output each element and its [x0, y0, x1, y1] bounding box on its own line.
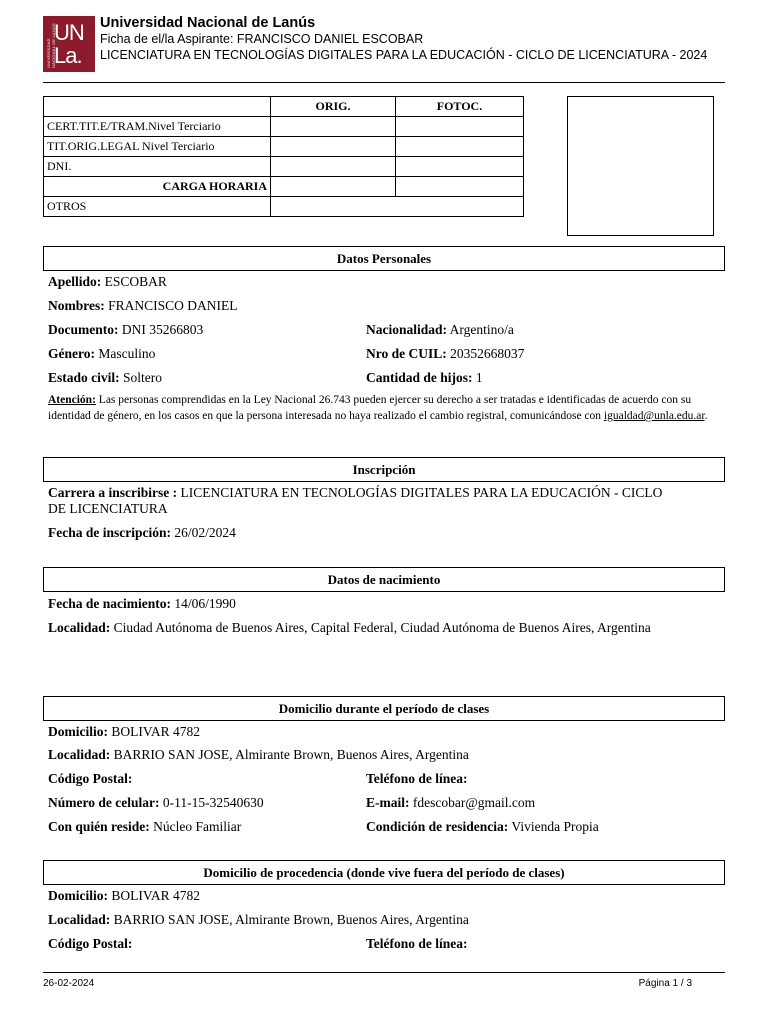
estado-civil-row: Estado civil: Soltero — [48, 370, 163, 385]
table-header — [44, 97, 271, 117]
table-cell: DNI. — [44, 157, 271, 177]
table-row — [44, 137, 524, 157]
equality-email-link[interactable]: igualdad@unla.edu.ar — [603, 410, 705, 422]
codigo-postal-row: Código Postal: — [48, 936, 133, 951]
documents-table — [43, 96, 524, 217]
nombres-row: Nombres: FRANCISCO DANIEL — [48, 298, 238, 313]
section-title-personal: Datos Personales — [43, 246, 725, 271]
genero-row: Género: Masculino — [48, 346, 156, 361]
localidad-nacimiento-row: Localidad: Ciudad Autónoma de Buenos Aires, Capital Federal, Ciudad Autónoma de Buenos Aires, Argentina — [48, 620, 651, 635]
table-cell: CERT.TIT.E/TRAM.Nivel Terciario — [44, 117, 271, 137]
table-row — [44, 177, 524, 197]
university-name: Universidad Nacional de Lanús — [100, 15, 316, 31]
career-line: LICENCIATURA EN TECNOLOGÍAS DIGITALES PARA LA EDUCACIÓN - CICLO DE LICENCIATURA - 2024 — [100, 47, 708, 62]
section-title-domicilio-procedencia: Domicilio de procedencia (donde vive fuera del período de clases) — [43, 860, 725, 885]
university-logo — [43, 16, 95, 72]
condicion-row: Condición de residencia: Vivienda Propia — [366, 819, 599, 834]
fecha-inscripcion-row: Fecha de inscripción: 26/02/2024 — [48, 525, 236, 540]
section-title-inscripcion: Inscripción — [43, 457, 725, 482]
gender-identity-note: Atención: Las personas comprendidas en la Ley Nacional 26.743 pueden ejercer su derecho a ser tratadas e identificadas de acuerdo con su identidad de género, en los casos en que la persona interesada no haya realizado el cambio registral, comunicándose con igualdad@unla.edu.ar. — [48, 394, 708, 422]
hijos-row: Cantidad de hijos: 1 — [366, 370, 483, 385]
table-header: FOTOC. — [396, 97, 524, 117]
header-divider — [43, 82, 725, 83]
applicant-line: Ficha de el/la Aspirante: FRANCISCO DANIEL ESCOBAR — [100, 32, 424, 46]
table-cell: OTROS — [44, 197, 271, 217]
fecha-nacimiento-row: Fecha de nacimiento: 14/06/1990 — [48, 596, 236, 611]
carrera-row: Carrera a inscribirse : LICENCIATURA EN TECNOLOGÍAS DIGITALES PARA LA EDUCACIÓN - CICLO DE LICENCIATURA — [48, 485, 663, 516]
domicilio-row: Domicilio: BOLIVAR 4782 — [48, 724, 201, 739]
nacionalidad-row: Nacionalidad: Argentino/a — [366, 322, 514, 337]
table-row — [44, 117, 524, 137]
footer-divider — [43, 972, 725, 973]
domicilio-row: Domicilio: BOLIVAR 4782 — [48, 888, 201, 903]
celular-row: Número de celular: 0-11-15-32540630 — [48, 795, 264, 810]
section-title-nacimiento: Datos de nacimiento — [43, 567, 725, 592]
telefono-row: Teléfono de línea: — [366, 936, 468, 951]
table-header: ORIG. — [271, 97, 396, 117]
telefono-row: Teléfono de línea: — [366, 771, 468, 786]
page-number: Página 1 / 3 — [638, 978, 692, 989]
reside-row: Con quién reside: Núcleo Familiar — [48, 819, 242, 834]
logo-side-text: UNIVERSIDAD NACIONAL DE LANÚS — [46, 23, 56, 68]
table-row — [44, 197, 524, 217]
section-title-domicilio-clases: Domicilio durante el período de clases — [43, 696, 725, 721]
table-cell: CARGA HORARIA — [44, 177, 271, 197]
codigo-postal-row: Código Postal: — [48, 771, 133, 786]
footer-date: 26-02-2024 — [43, 978, 95, 989]
logo-top-text: UN — [54, 20, 84, 45]
email-row: E-mail: fdescobar@gmail.com — [366, 795, 536, 810]
table-cell: TIT.ORIG.LEGAL Nivel Terciario — [44, 137, 271, 157]
photo-box — [567, 96, 714, 236]
localidad-row: Localidad: BARRIO SAN JOSE, Almirante Brown, Buenos Aires, Argentina — [48, 912, 469, 927]
localidad-row: Localidad: BARRIO SAN JOSE, Almirante Brown, Buenos Aires, Argentina — [48, 747, 469, 762]
table-row — [44, 157, 524, 177]
apellido-row: Apellido: ESCOBAR — [48, 274, 167, 289]
logo-bottom-text: La. — [54, 43, 82, 68]
cuil-row: Nro de CUIL: 20352668037 — [366, 346, 525, 361]
table-header-row — [44, 97, 524, 117]
documento-row: Documento: DNI 35266803 — [48, 322, 204, 337]
